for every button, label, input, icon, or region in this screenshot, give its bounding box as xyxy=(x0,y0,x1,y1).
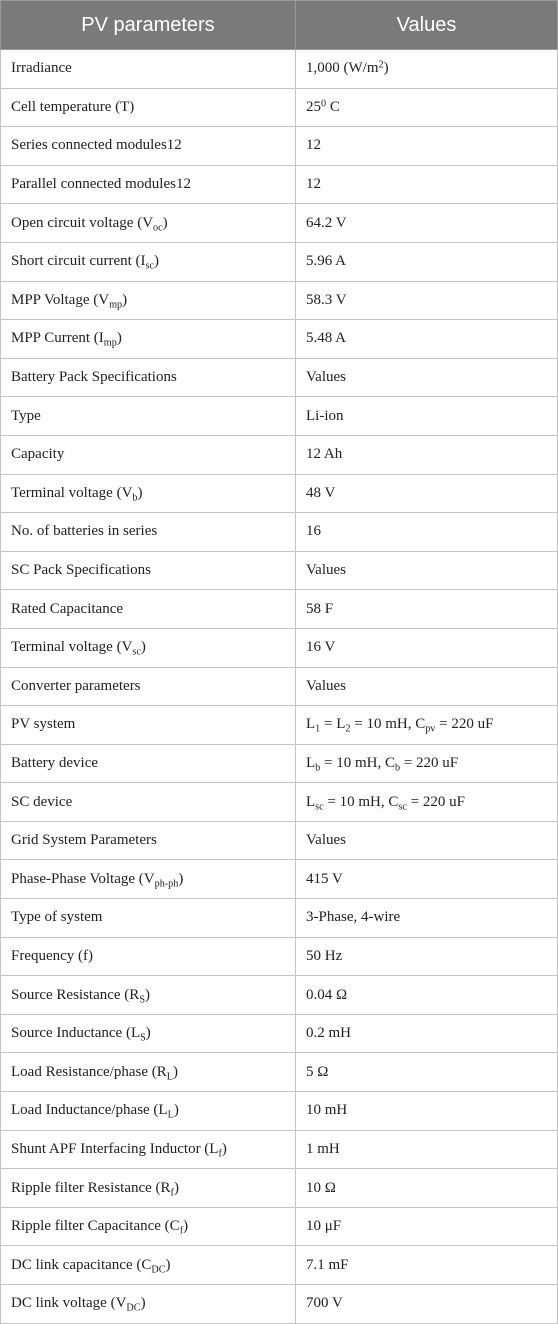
parameter-cell xyxy=(1,397,296,436)
value-cell xyxy=(296,1014,558,1053)
cell-text: 3-Phase, 4-wire xyxy=(306,909,401,926)
cell-text: MPP Current (I xyxy=(11,330,104,347)
cell-text: 5 Ω xyxy=(306,1063,329,1080)
table-row xyxy=(1,88,558,127)
parameter-cell xyxy=(1,744,296,783)
cell-text: Values xyxy=(306,677,346,694)
cell-text: Values xyxy=(306,562,346,579)
table-body xyxy=(1,50,558,1324)
table-row xyxy=(1,1169,558,1208)
table-row xyxy=(1,783,558,822)
cell-text: ) xyxy=(183,1218,189,1235)
cell-text: Grid System Parameters xyxy=(11,832,157,849)
subscript: DC xyxy=(126,1302,141,1314)
cell-text: Values xyxy=(306,369,346,386)
value-cell xyxy=(296,1169,558,1208)
table-row xyxy=(1,358,558,397)
cell-text: C xyxy=(326,98,340,115)
cell-text: MPP Voltage (V xyxy=(11,291,110,308)
value-cell xyxy=(296,1246,558,1285)
subscript: b xyxy=(394,762,401,774)
cell-text: 0.04 Ω xyxy=(306,986,348,1003)
cell-text: = L xyxy=(320,716,346,733)
cell-text: 5.48 A xyxy=(306,330,347,347)
value-cell xyxy=(296,358,558,397)
cell-text: ) xyxy=(145,1025,151,1042)
value-cell xyxy=(296,860,558,899)
cell-text: Li-ion xyxy=(306,407,344,424)
subscript: 2 xyxy=(345,723,351,735)
table-row xyxy=(1,667,558,706)
cell-text: ) xyxy=(137,484,143,501)
cell-text: 5.96 A xyxy=(306,253,347,270)
parameter-cell xyxy=(1,667,296,706)
subscript: f xyxy=(170,1187,174,1199)
value-cell xyxy=(296,1207,558,1246)
table-row xyxy=(1,860,558,899)
cell-text: DC link voltage (V xyxy=(11,1295,127,1312)
parameter-cell xyxy=(1,1207,296,1246)
cell-text: ) xyxy=(144,986,150,1003)
parameter-cell xyxy=(1,281,296,320)
value-cell xyxy=(296,1092,558,1131)
cell-text: No. of batteries in series xyxy=(11,523,158,540)
cell-text: 700 V xyxy=(306,1295,343,1312)
table-row xyxy=(1,320,558,359)
value-cell xyxy=(296,127,558,166)
table-row xyxy=(1,1285,558,1324)
cell-text: L xyxy=(306,754,316,771)
cell-text: ) xyxy=(165,1256,171,1273)
table-row xyxy=(1,281,558,320)
parameter-cell xyxy=(1,513,296,552)
parameter-cell xyxy=(1,1169,296,1208)
parameter-cell xyxy=(1,127,296,166)
value-cell xyxy=(296,744,558,783)
cell-text: ) xyxy=(116,330,122,347)
table-row xyxy=(1,551,558,590)
value-cell xyxy=(296,821,558,860)
value-cell xyxy=(296,320,558,359)
cell-text: 0.2 mH xyxy=(306,1025,351,1042)
table-row xyxy=(1,435,558,474)
subscript: mp xyxy=(109,299,123,311)
subscript: sc xyxy=(132,646,141,658)
parameter-cell xyxy=(1,860,296,899)
table-row xyxy=(1,744,558,783)
table-row xyxy=(1,706,558,745)
value-cell xyxy=(296,204,558,243)
parameter-cell xyxy=(1,88,296,127)
cell-text: Converter parameters xyxy=(11,677,141,694)
parameter-cell xyxy=(1,204,296,243)
cell-text: ) xyxy=(140,1295,146,1312)
table-row xyxy=(1,1092,558,1131)
value-cell xyxy=(296,899,558,938)
cell-text: ) xyxy=(162,214,168,231)
cell-text: ) xyxy=(173,1063,179,1080)
cell-text: Series connected modules xyxy=(11,137,167,154)
cell-text: Ripple filter Resistance (R xyxy=(11,1179,171,1196)
table-row xyxy=(1,50,558,89)
cell-text: 10 Ω xyxy=(306,1179,336,1196)
parameter-cell xyxy=(1,628,296,667)
subscript: L xyxy=(166,1071,174,1083)
cell-text: 58.3 V xyxy=(306,291,347,308)
parameter-cell xyxy=(1,937,296,976)
table-row xyxy=(1,1130,558,1169)
cell-text: Terminal voltage (V xyxy=(11,484,133,501)
value-cell xyxy=(296,513,558,552)
value-cell xyxy=(296,165,558,204)
table-row xyxy=(1,204,558,243)
table-row xyxy=(1,1014,558,1053)
cell-text: Phase-Phase Voltage (V xyxy=(11,870,155,887)
value-cell xyxy=(296,706,558,745)
cell-text: ) xyxy=(154,253,160,270)
parameter-cell xyxy=(1,50,296,89)
parameter-cell xyxy=(1,590,296,629)
parameter-cell xyxy=(1,474,296,513)
cell-text: 16 xyxy=(306,523,321,540)
subscript: S xyxy=(140,1032,146,1044)
value-cell xyxy=(296,667,558,706)
cell-text: 48 V xyxy=(306,484,336,501)
value-cell xyxy=(296,88,558,127)
cell-text: ) xyxy=(173,1102,179,1119)
parameter-cell xyxy=(1,320,296,359)
parameter-cell xyxy=(1,358,296,397)
cell-text: 415 V xyxy=(306,870,343,887)
parameter-cell xyxy=(1,1014,296,1053)
cell-text: = 220 uF xyxy=(435,716,494,733)
subscript: b xyxy=(132,492,138,504)
cell-text: L xyxy=(306,716,316,733)
table-row xyxy=(1,1053,558,1092)
cell-text: 16 V xyxy=(306,639,336,656)
value-cell xyxy=(296,242,558,281)
cell-text: 12 xyxy=(175,176,191,193)
table-row xyxy=(1,1246,558,1285)
cell-text: 7.1 mF xyxy=(306,1256,349,1273)
cell-text: ) xyxy=(173,1179,179,1196)
table-row xyxy=(1,590,558,629)
table-row xyxy=(1,165,558,204)
value-cell xyxy=(296,1285,558,1324)
superscript: 0 xyxy=(321,98,327,110)
cell-text: Capacity xyxy=(11,446,65,463)
cell-text: 10 μF xyxy=(306,1218,342,1235)
subscript: f xyxy=(179,1225,184,1237)
cell-text: 25 xyxy=(306,98,321,115)
table-row xyxy=(1,127,558,166)
table-row xyxy=(1,1207,558,1246)
value-cell xyxy=(296,435,558,474)
subscript: DC xyxy=(151,1264,166,1276)
value-cell xyxy=(296,1130,558,1169)
cell-text: ) xyxy=(383,60,389,77)
cell-text: 12 Ah xyxy=(306,446,343,463)
subscript: oc xyxy=(153,222,163,234)
cell-text: DC link capacitance (C xyxy=(11,1256,152,1273)
subscript: ph-ph xyxy=(154,878,179,890)
subscript: 1 xyxy=(315,723,321,735)
parameter-cell xyxy=(1,551,296,590)
value-cell xyxy=(296,937,558,976)
subscript: S xyxy=(139,994,145,1006)
cell-text: 1,000 (W/m xyxy=(306,60,379,77)
cell-text: SC Pack Specifications xyxy=(11,562,151,579)
cell-text: = 220 uF xyxy=(406,793,465,810)
cell-text: Open circuit voltage (V xyxy=(11,214,154,231)
cell-text: = 10 mH, C xyxy=(350,716,426,733)
column-header-parameters: PV parameters xyxy=(1,1,296,50)
cell-text: ) xyxy=(140,639,146,656)
cell-text: Rated Capacitance xyxy=(11,600,124,617)
parameter-cell xyxy=(1,165,296,204)
cell-text: Shunt APF Interfacing Inductor (L xyxy=(11,1140,219,1157)
table-header-row xyxy=(1,1,558,50)
cell-text: Frequency (f) xyxy=(11,947,94,964)
cell-text: = 220 uF xyxy=(400,754,459,771)
cell-text: Type of system xyxy=(11,909,103,926)
cell-text: 64.2 V xyxy=(306,214,347,231)
value-cell xyxy=(296,50,558,89)
subscript: b xyxy=(315,762,321,774)
cell-text: 12 xyxy=(306,137,321,154)
cell-text: Load Resistance/phase (R xyxy=(11,1063,167,1080)
table-row xyxy=(1,937,558,976)
table-row xyxy=(1,628,558,667)
value-cell xyxy=(296,628,558,667)
cell-text: ) xyxy=(122,291,128,308)
cell-text: Source Inductance (L xyxy=(11,1025,141,1042)
value-cell xyxy=(296,590,558,629)
subscript: f xyxy=(218,1148,222,1160)
parameter-cell xyxy=(1,706,296,745)
cell-text: SC device xyxy=(11,793,73,810)
cell-text: 50 Hz xyxy=(306,947,343,964)
cell-text: Short circuit current (I xyxy=(11,253,146,270)
parameter-cell xyxy=(1,1092,296,1131)
value-cell xyxy=(296,783,558,822)
parameter-cell xyxy=(1,899,296,938)
cell-text: L xyxy=(306,793,316,810)
parameter-cell xyxy=(1,242,296,281)
cell-text: 58 F xyxy=(306,600,334,617)
cell-text: Parallel connected modules xyxy=(11,176,176,193)
cell-text: PV system xyxy=(11,716,76,733)
cell-text: 1 mH xyxy=(306,1140,340,1157)
cell-text: = 10 mH, C xyxy=(320,754,395,771)
subscript: sc xyxy=(145,260,155,272)
cell-text: Cell temperature (T) xyxy=(11,98,135,115)
value-cell xyxy=(296,281,558,320)
cell-text: ) xyxy=(221,1140,227,1157)
cell-text: Load Inductance/phase (L xyxy=(11,1102,168,1119)
table-row xyxy=(1,899,558,938)
cell-text: Type xyxy=(11,407,41,424)
cell-text: 12 xyxy=(306,176,321,193)
cell-text: Irradiance xyxy=(11,60,72,77)
cell-text: Values xyxy=(306,832,346,849)
column-header-values: Values xyxy=(296,1,558,50)
cell-text: Source Resistance (R xyxy=(11,986,140,1003)
parameter-cell xyxy=(1,1285,296,1324)
cell-text: 10 mH xyxy=(306,1102,348,1119)
table-row xyxy=(1,397,558,436)
subscript: pv xyxy=(425,723,436,735)
cell-text: Terminal voltage (V xyxy=(11,639,133,656)
table-row xyxy=(1,242,558,281)
parameter-cell xyxy=(1,1130,296,1169)
parameter-cell xyxy=(1,821,296,860)
subscript: sc xyxy=(315,801,324,813)
table-row xyxy=(1,513,558,552)
value-cell xyxy=(296,474,558,513)
subscript: mp xyxy=(103,338,117,350)
cell-text: Battery Pack Specifications xyxy=(11,369,177,386)
parameter-cell xyxy=(1,1053,296,1092)
cell-text: 12 xyxy=(166,137,182,154)
cell-text: ) xyxy=(178,870,184,887)
value-cell xyxy=(296,397,558,436)
value-cell xyxy=(296,976,558,1015)
cell-text: Ripple filter Capacitance (C xyxy=(11,1218,180,1235)
cell-text: Battery device xyxy=(11,754,99,771)
value-cell xyxy=(296,551,558,590)
parameter-cell xyxy=(1,1246,296,1285)
table-row xyxy=(1,474,558,513)
table-row xyxy=(1,821,558,860)
table-row xyxy=(1,976,558,1015)
subscript: L xyxy=(167,1109,174,1121)
parameter-cell xyxy=(1,783,296,822)
subscript: sc xyxy=(398,801,407,813)
superscript: 2 xyxy=(378,59,384,71)
cell-text: = 10 mH, C xyxy=(323,793,399,810)
parameter-cell xyxy=(1,976,296,1015)
value-cell xyxy=(296,1053,558,1092)
parameter-cell xyxy=(1,435,296,474)
